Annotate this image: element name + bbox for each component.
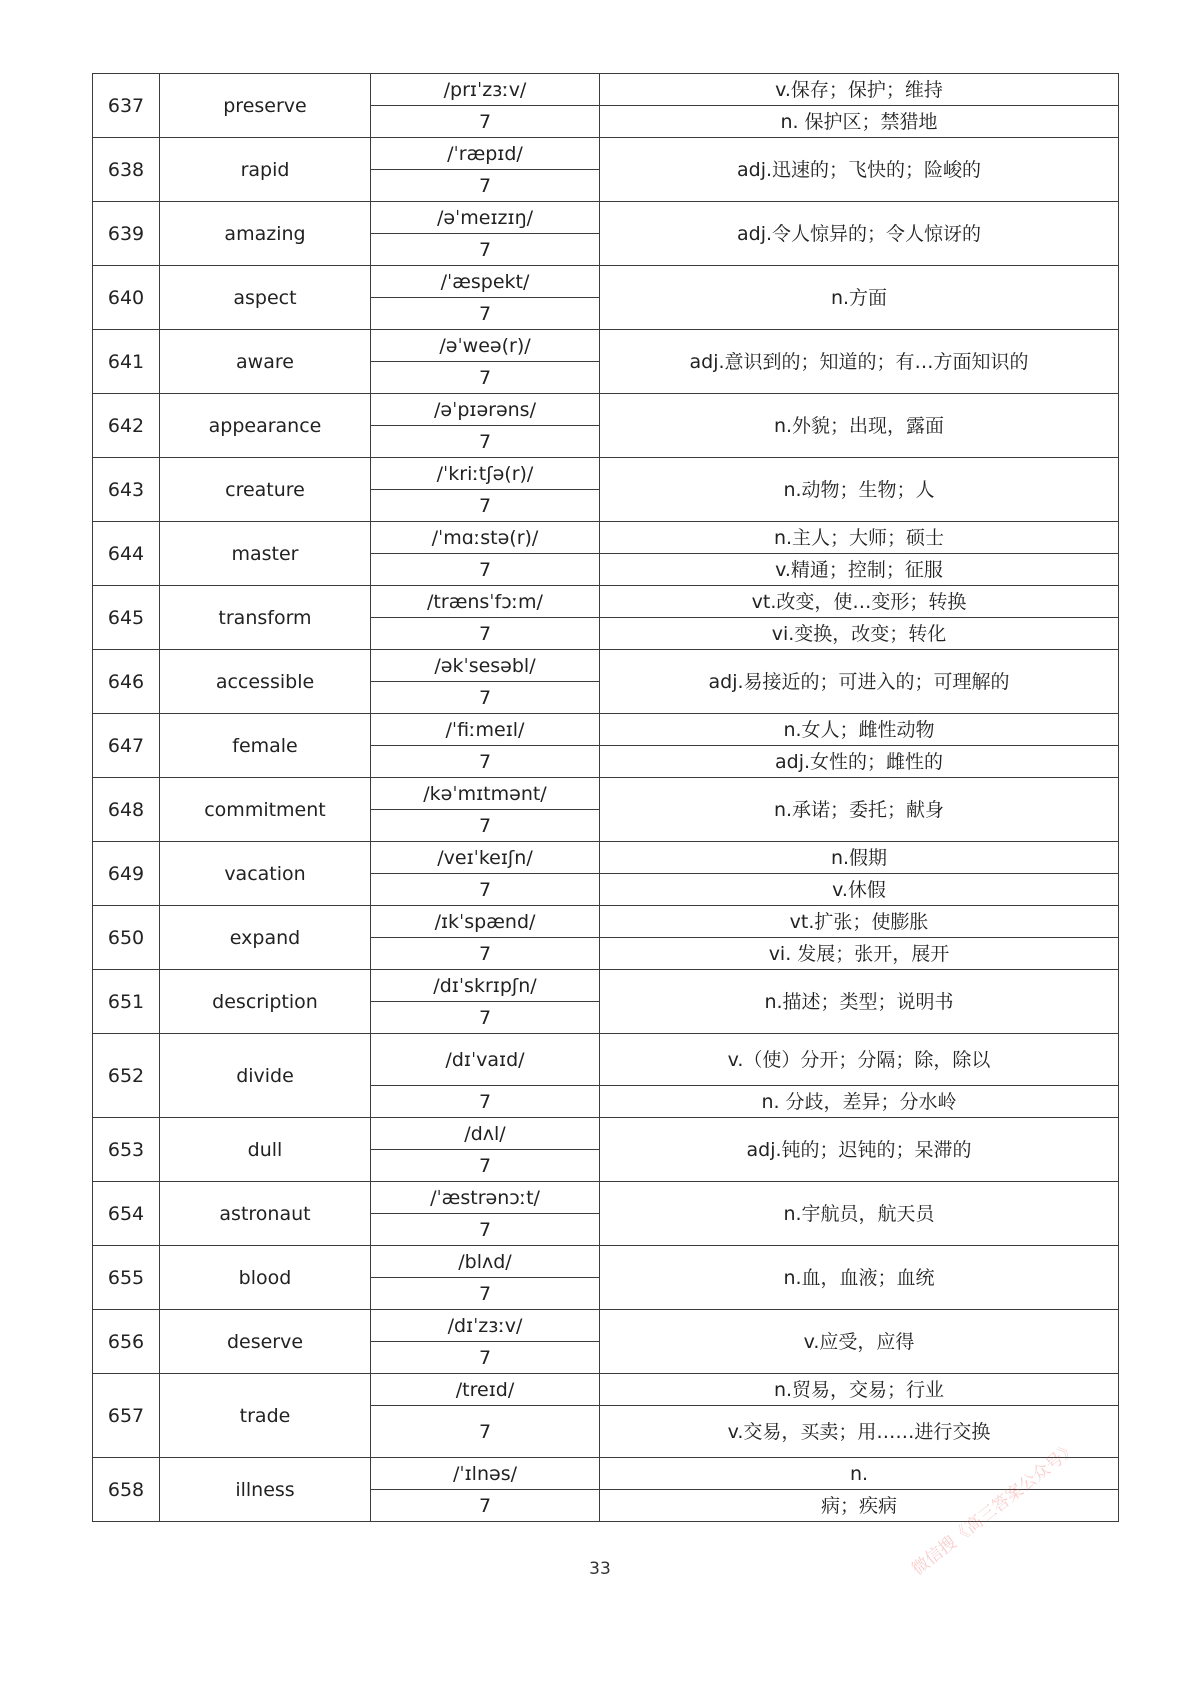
- entry-level: 7: [371, 1490, 600, 1522]
- entry-level: 7: [371, 1086, 600, 1118]
- entry-phonetic: /ˈæspekt/: [371, 266, 600, 298]
- table-row: [93, 650, 1119, 682]
- entry-number: 658: [93, 1458, 160, 1522]
- entry-level: 7: [371, 170, 600, 202]
- table-row: [93, 522, 1119, 554]
- entry-phonetic: /ˈmɑːstə(r)/: [371, 522, 600, 554]
- entry-word: commitment: [160, 778, 371, 842]
- entry-word: appearance: [160, 394, 371, 458]
- entry-level: 7: [371, 1150, 600, 1182]
- table-row: [93, 74, 1119, 106]
- entry-word: preserve: [160, 74, 371, 138]
- entry-meaning: n.承诺；委托；献身: [600, 778, 1119, 842]
- entry-phonetic: /dɪˈskrɪpʃn/: [371, 970, 600, 1002]
- entry-phonetic: /dʌl/: [371, 1118, 600, 1150]
- entry-meaning: n. 保护区；禁猎地: [600, 106, 1119, 138]
- table-row: [93, 778, 1119, 810]
- entry-number: 654: [93, 1182, 160, 1246]
- page-number: 33: [589, 1559, 611, 1579]
- entry-meaning: n.外貌；出现，露面: [600, 394, 1119, 458]
- table-row: [93, 138, 1119, 170]
- entry-word: rapid: [160, 138, 371, 202]
- entry-phonetic: /blʌd/: [371, 1246, 600, 1278]
- entry-meaning: n.动物；生物；人: [600, 458, 1119, 522]
- entry-phonetic: /əkˈsesəbl/: [371, 650, 600, 682]
- entry-meaning: v.应受，应得: [600, 1310, 1119, 1374]
- entry-meaning: v.交易，买卖；用……进行交换: [600, 1406, 1119, 1458]
- entry-level: 7: [371, 938, 600, 970]
- entry-meaning: n.女人；雌性动物: [600, 714, 1119, 746]
- entry-word: expand: [160, 906, 371, 970]
- entry-phonetic: /dɪˈzɜːv/: [371, 1310, 600, 1342]
- entry-level: 7: [371, 106, 600, 138]
- entry-level: 7: [371, 426, 600, 458]
- entry-level: 7: [371, 682, 600, 714]
- entry-level: 7: [371, 1278, 600, 1310]
- table-row: [93, 330, 1119, 362]
- entry-meaning: n. 分歧，差异；分水岭: [600, 1086, 1119, 1118]
- entry-meaning: adj.迅速的；飞快的；险峻的: [600, 138, 1119, 202]
- entry-meaning: vi.变换，改变；转化: [600, 618, 1119, 650]
- entry-level: 7: [371, 1214, 600, 1246]
- entry-number: 652: [93, 1034, 160, 1118]
- entry-meaning: n.宇航员，航天员: [600, 1182, 1119, 1246]
- entry-number: 647: [93, 714, 160, 778]
- entry-number: 649: [93, 842, 160, 906]
- entry-level: 7: [371, 618, 600, 650]
- entry-meaning: v.精通；控制；征服: [600, 554, 1119, 586]
- entry-level: 7: [371, 1406, 600, 1458]
- table-row: [93, 586, 1119, 618]
- entry-meaning: n.: [600, 1458, 1119, 1490]
- entry-word: description: [160, 970, 371, 1034]
- entry-number: 643: [93, 458, 160, 522]
- table-row: [93, 842, 1119, 874]
- watermark: 微信搜《高三答案公众号》: [908, 1438, 1082, 1580]
- table-row: [93, 458, 1119, 490]
- entry-level: 7: [371, 1002, 600, 1034]
- entry-meaning: n.主人；大师；硕士: [600, 522, 1119, 554]
- entry-level: 7: [371, 362, 600, 394]
- entry-number: 646: [93, 650, 160, 714]
- entry-level: 7: [371, 810, 600, 842]
- entry-phonetic: /dɪˈvaɪd/: [371, 1034, 600, 1086]
- entry-number: 640: [93, 266, 160, 330]
- entry-number: 644: [93, 522, 160, 586]
- entry-word: blood: [160, 1246, 371, 1310]
- entry-phonetic: /treɪd/: [371, 1374, 600, 1406]
- entry-word: deserve: [160, 1310, 371, 1374]
- entry-number: 642: [93, 394, 160, 458]
- entry-level: 7: [371, 490, 600, 522]
- table-row: [93, 394, 1119, 426]
- entry-phonetic: /ˈɪlnəs/: [371, 1458, 600, 1490]
- entry-word: female: [160, 714, 371, 778]
- entry-number: 655: [93, 1246, 160, 1310]
- table-row: [93, 266, 1119, 298]
- entry-level: 7: [371, 298, 600, 330]
- entry-level: 7: [371, 746, 600, 778]
- entry-word: illness: [160, 1458, 371, 1522]
- entry-phonetic: /prɪˈzɜːv/: [371, 74, 600, 106]
- entry-number: 650: [93, 906, 160, 970]
- entry-number: 653: [93, 1118, 160, 1182]
- entry-meaning: n.方面: [600, 266, 1119, 330]
- entry-word: transform: [160, 586, 371, 650]
- entry-number: 651: [93, 970, 160, 1034]
- entry-phonetic: /ˈfiːmeɪl/: [371, 714, 600, 746]
- entry-phonetic: /veɪˈkeɪʃn/: [371, 842, 600, 874]
- entry-meaning: vt.改变，使…变形；转换: [600, 586, 1119, 618]
- entry-word: accessible: [160, 650, 371, 714]
- table-row: [93, 1246, 1119, 1278]
- entry-word: amazing: [160, 202, 371, 266]
- entry-word: aspect: [160, 266, 371, 330]
- entry-meaning: adj.钝的；迟钝的；呆滞的: [600, 1118, 1119, 1182]
- entry-meaning: n.贸易，交易；行业: [600, 1374, 1119, 1406]
- vocabulary-table: [92, 73, 1119, 1522]
- entry-meaning: v.休假: [600, 874, 1119, 906]
- entry-number: 637: [93, 74, 160, 138]
- entry-level: 7: [371, 1342, 600, 1374]
- entry-meaning: adj.女性的；雌性的: [600, 746, 1119, 778]
- entry-meaning: adj.易接近的；可进入的；可理解的: [600, 650, 1119, 714]
- entry-number: 657: [93, 1374, 160, 1458]
- entry-meaning: adj.令人惊异的；令人惊讶的: [600, 202, 1119, 266]
- table-row: [93, 202, 1119, 234]
- entry-phonetic: /əˈweə(r)/: [371, 330, 600, 362]
- entry-phonetic: /trænsˈfɔːm/: [371, 586, 600, 618]
- entry-number: 638: [93, 138, 160, 202]
- entry-phonetic: /ˈkriːtʃə(r)/: [371, 458, 600, 490]
- table-row: [93, 1458, 1119, 1490]
- entry-word: creature: [160, 458, 371, 522]
- entry-meaning: 病；疾病: [600, 1490, 1119, 1522]
- entry-meaning: n.血，血液；血统: [600, 1246, 1119, 1310]
- entry-phonetic: /ɪkˈspænd/: [371, 906, 600, 938]
- entry-phonetic: /əˈpɪərəns/: [371, 394, 600, 426]
- entry-word: master: [160, 522, 371, 586]
- table-row: [93, 906, 1119, 938]
- table-row: [93, 1310, 1119, 1342]
- entry-meaning: n.假期: [600, 842, 1119, 874]
- entry-word: aware: [160, 330, 371, 394]
- entry-level: 7: [371, 234, 600, 266]
- entry-meaning: v.（使）分开；分隔；除，除以: [600, 1034, 1119, 1086]
- table-row: [93, 970, 1119, 1002]
- table-row: [93, 1034, 1119, 1086]
- table-row: [93, 1118, 1119, 1150]
- entry-meaning: adj.意识到的；知道的；有…方面知识的: [600, 330, 1119, 394]
- entry-number: 648: [93, 778, 160, 842]
- entry-word: dull: [160, 1118, 371, 1182]
- entry-level: 7: [371, 554, 600, 586]
- entry-phonetic: /ˈræpɪd/: [371, 138, 600, 170]
- entry-number: 645: [93, 586, 160, 650]
- table-row: [93, 1374, 1119, 1406]
- entry-meaning: vt.扩张；使膨胀: [600, 906, 1119, 938]
- entry-phonetic: /ˈæstrənɔːt/: [371, 1182, 600, 1214]
- entry-number: 639: [93, 202, 160, 266]
- table-row: [93, 714, 1119, 746]
- entry-meaning: n.描述；类型；说明书: [600, 970, 1119, 1034]
- entry-meaning: v.保存；保护；维持: [600, 74, 1119, 106]
- entry-number: 656: [93, 1310, 160, 1374]
- entry-phonetic: /kəˈmɪtmənt/: [371, 778, 600, 810]
- entry-word: trade: [160, 1374, 371, 1458]
- entry-meaning: vi. 发展；张开，展开: [600, 938, 1119, 970]
- entry-word: astronaut: [160, 1182, 371, 1246]
- entry-level: 7: [371, 874, 600, 906]
- entry-word: vacation: [160, 842, 371, 906]
- entry-phonetic: /əˈmeɪzɪŋ/: [371, 202, 600, 234]
- entry-word: divide: [160, 1034, 371, 1118]
- vocabulary-table-body: [93, 74, 1119, 1522]
- entry-number: 641: [93, 330, 160, 394]
- table-row: [93, 1182, 1119, 1214]
